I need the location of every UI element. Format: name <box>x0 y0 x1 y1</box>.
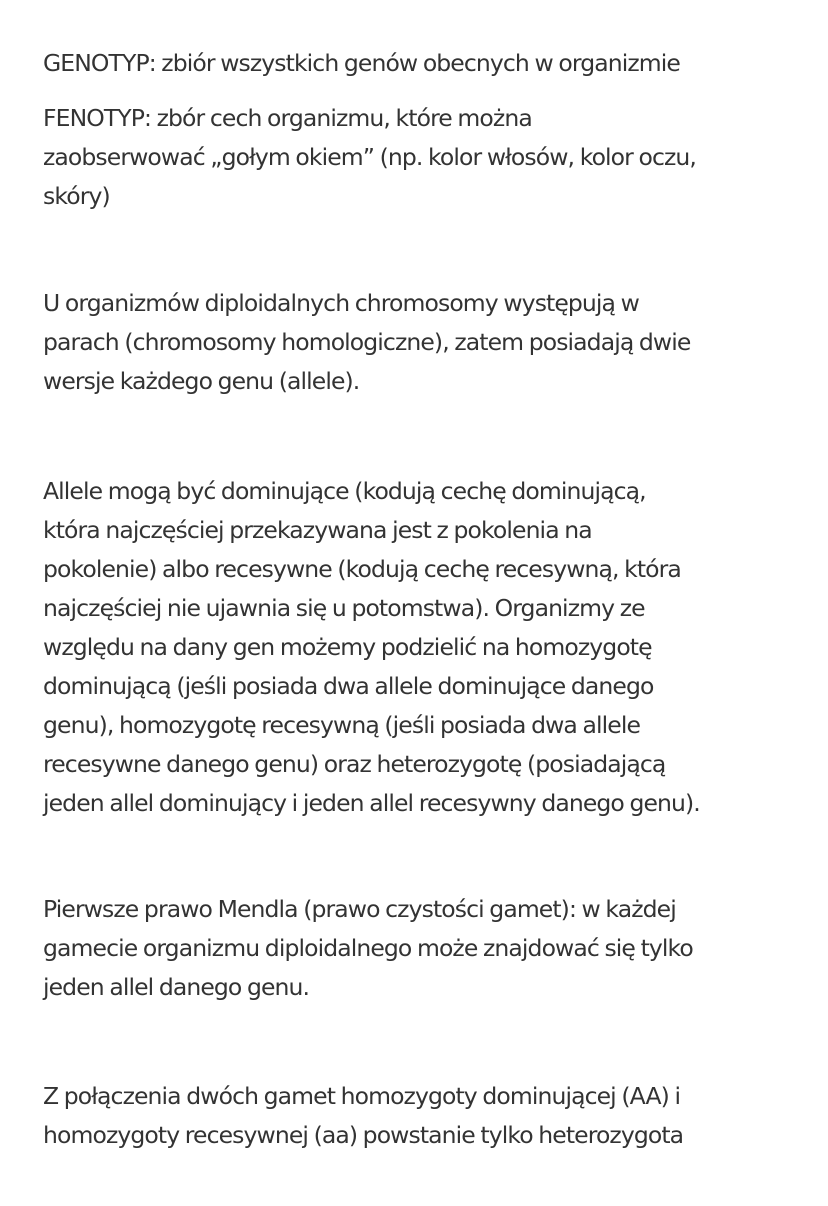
text-line: homozygoty recesywnej (aa) powstanie tylko heterozygota <box>43 1121 684 1149</box>
paragraph-genotyp-definition <box>43 44 813 83</box>
paragraph-mendel-first-law <box>43 890 813 1007</box>
paragraph-diploid-chromosomes <box>43 284 813 401</box>
text-line: Z połączenia dwóch gamet homozygoty dominującej (AA) i <box>43 1082 681 1110</box>
text-line: GENOTYP: zbiór wszystkich genów obecnych w organizmie <box>43 49 680 77</box>
text-line: jeden allel danego genu. <box>43 973 310 1001</box>
paragraph-alleles-dominance <box>43 472 813 823</box>
text-line: Allele mogą być dominujące (kodują cechę dominującą, <box>43 477 646 505</box>
text-line: recesywne danego genu) oraz heterozygotę (posiadającą <box>43 750 666 778</box>
text-line: U organizmów diploidalnych chromosomy występują w <box>43 289 639 317</box>
text-line: dominującą (jeśli posiada dwa allele dominujące danego <box>43 672 654 700</box>
text-line: pokolenie) albo recesywne (kodują cechę recesywną, która <box>43 555 681 583</box>
paragraph-gamete-combination <box>43 1077 813 1155</box>
text-line: względu na dany gen możemy podzielić na homozygotę <box>43 633 652 661</box>
text-line: skóry) <box>43 182 110 210</box>
text-line: Pierwsze prawo Mendla (prawo czystości gamet): w każdej <box>43 895 676 923</box>
text-line: która najczęściej przekazywana jest z pokolenia na <box>43 516 592 544</box>
text-line: najczęściej nie ujawnia się u potomstwa). Organizmy ze <box>43 594 645 622</box>
text-line: wersje każdego genu (allele). <box>43 367 360 395</box>
text-line: gamecie organizmu diploidalnego może znajdować się tylko <box>43 934 693 962</box>
text-line: parach (chromosomy homologiczne), zatem posiadają dwie <box>43 328 691 356</box>
text-line: jeden allel dominujący i jeden allel recesywny danego genu). <box>43 789 700 817</box>
text-line: zaobserwować „gołym okiem” (np. kolor włosów, kolor oczu, <box>43 143 696 171</box>
text-line: genu), homozygotę recesywną (jeśli posiada dwa allele <box>43 711 641 739</box>
paragraph-fenotyp-definition <box>43 99 813 216</box>
text-line: FENOTYP: zbór cech organizmu, które można <box>43 104 532 132</box>
